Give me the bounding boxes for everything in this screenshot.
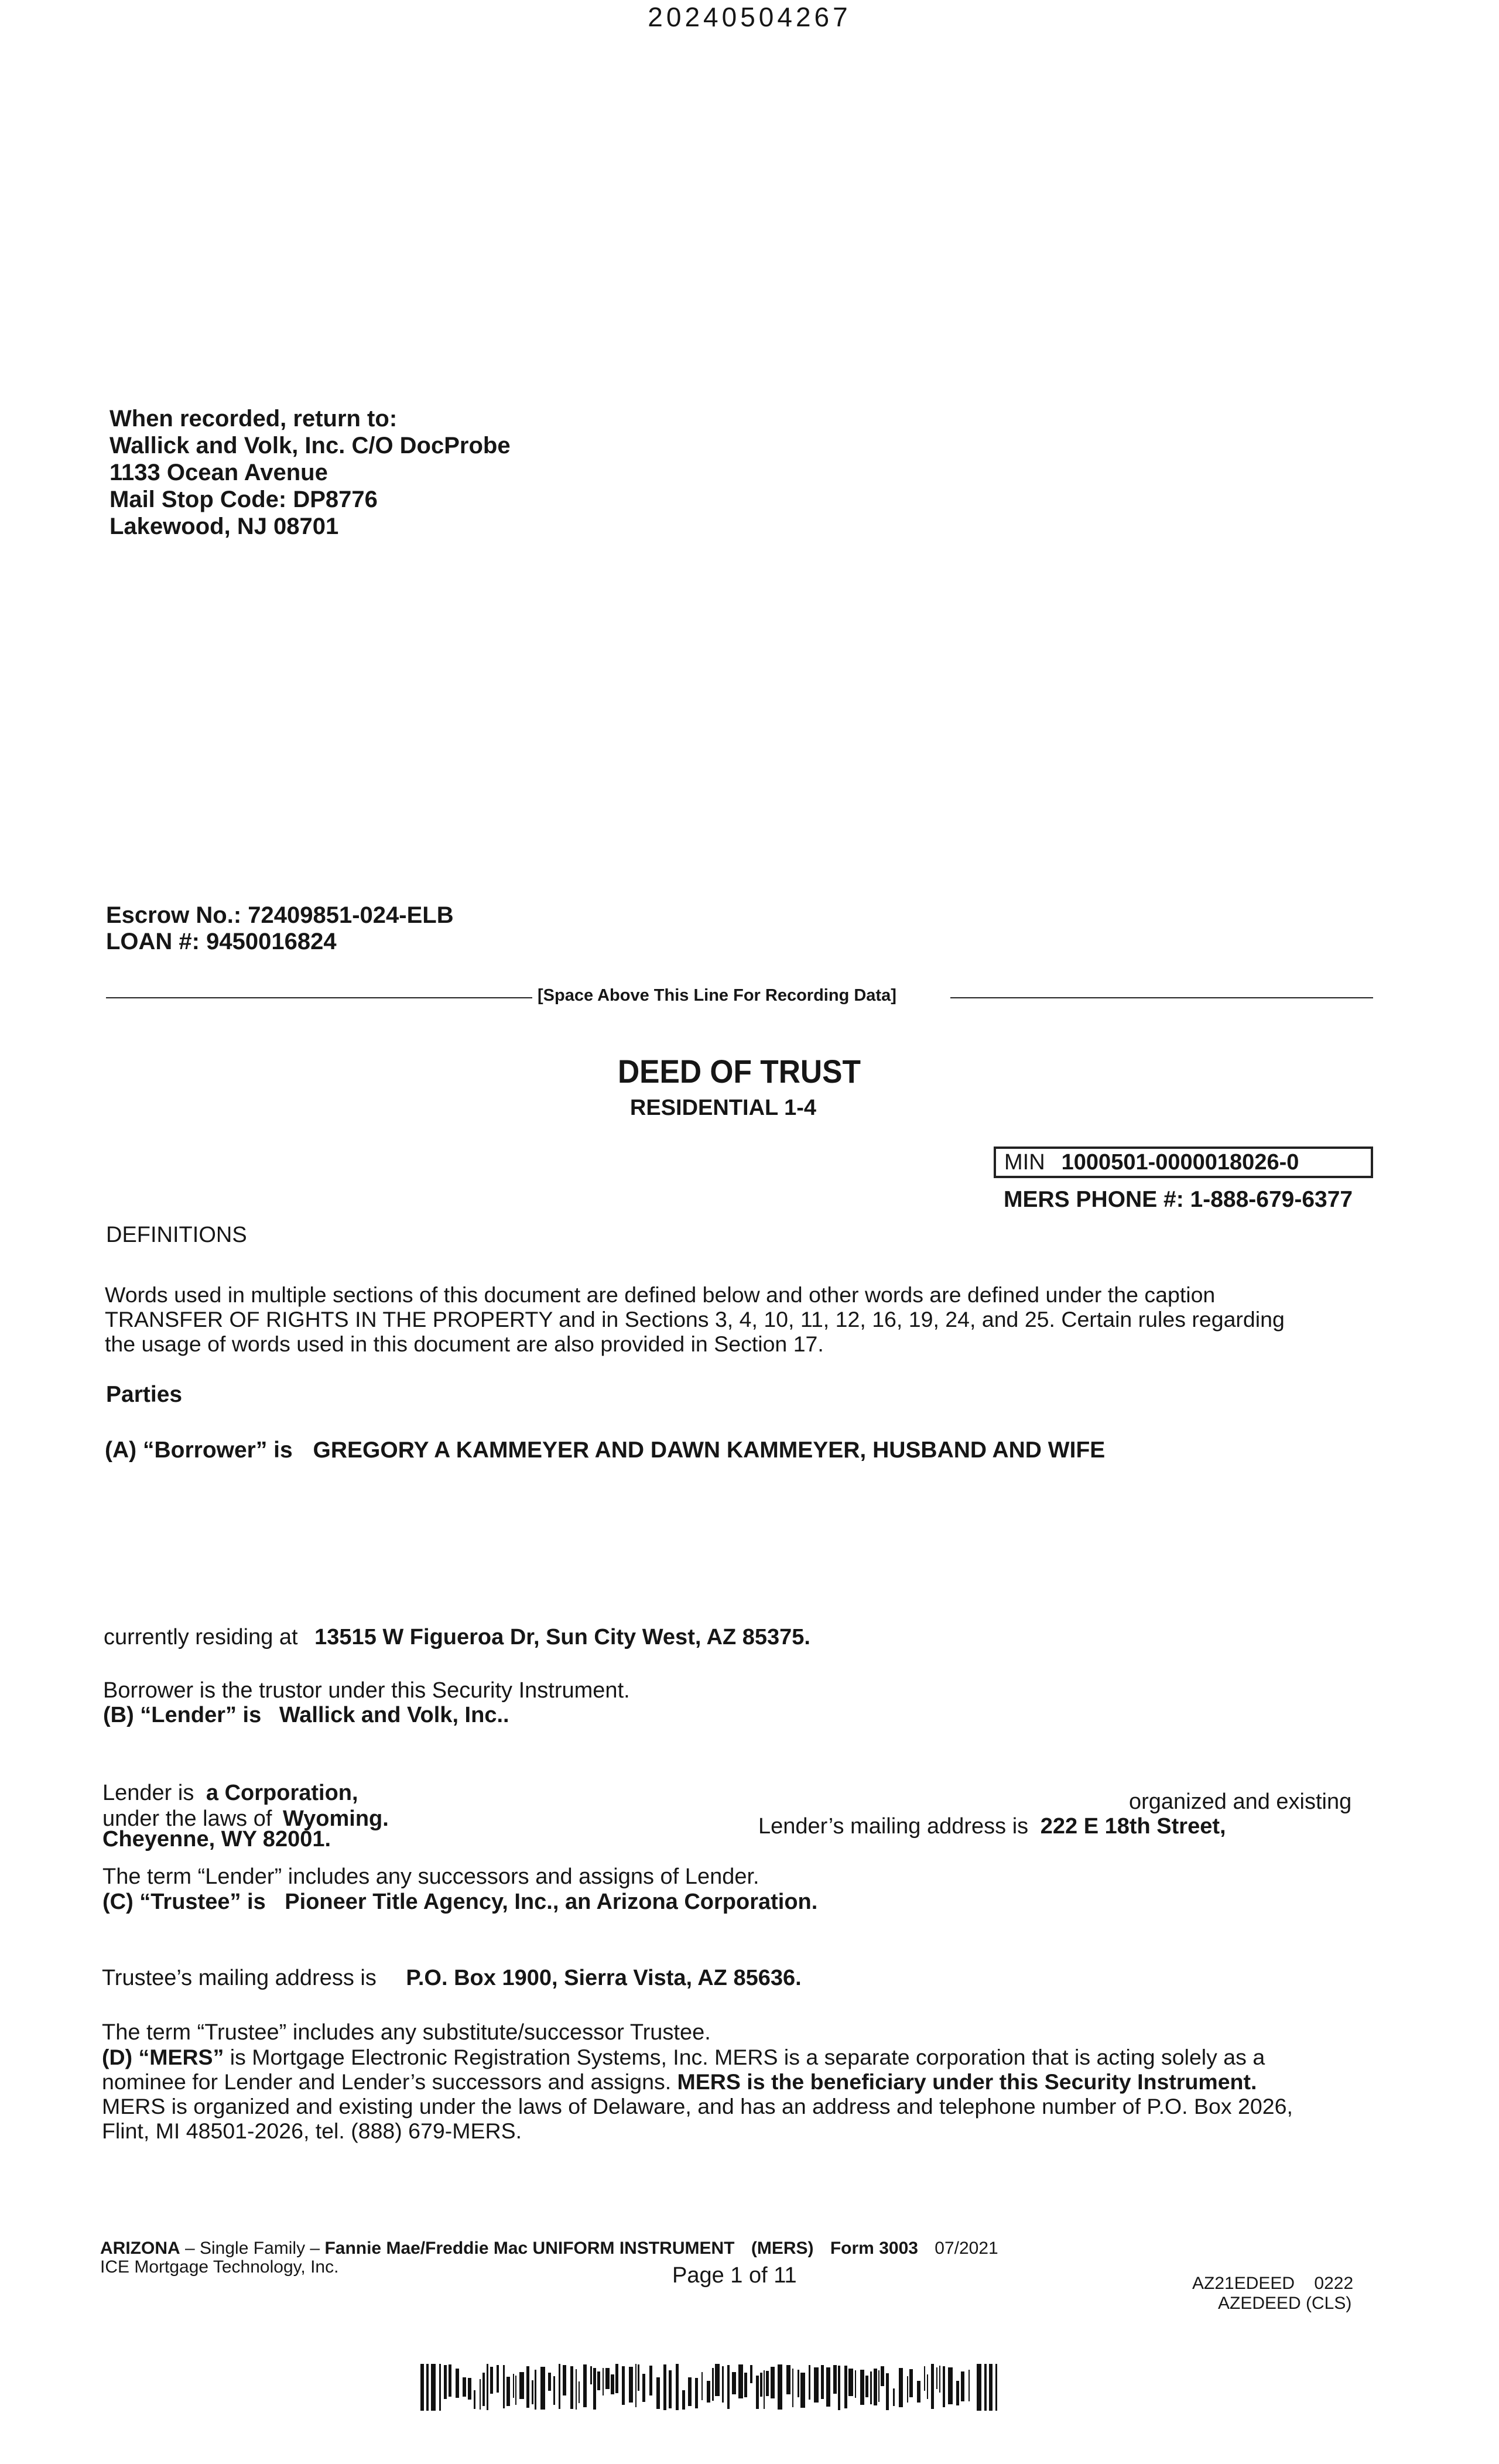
- barcode-bar: [449, 2364, 451, 2397]
- lender-line: [103, 1703, 509, 1728]
- barcode-bar: [570, 2366, 573, 2409]
- barcode-bar: [715, 2364, 720, 2396]
- barcode-bar: [750, 2365, 752, 2383]
- barcode-bar: [656, 2377, 660, 2409]
- barcode-bar: [786, 2365, 790, 2394]
- barcode-bar: [865, 2376, 868, 2397]
- lender-includes-text: The term “Lender” includes any successors and assigns of Lender.: [102, 1864, 759, 1889]
- lender-label: (B) “Lender” is: [103, 1703, 262, 1727]
- barcode-bar: [622, 2366, 625, 2405]
- barcode-bar: [968, 2370, 970, 2401]
- loan-number: LOAN #: 9450016824: [106, 929, 337, 954]
- barcode-bar: [722, 2366, 724, 2403]
- barcode-bar: [764, 2370, 765, 2409]
- barcode-bar: [712, 2368, 714, 2401]
- barcode-bar: [474, 2390, 475, 2409]
- mers-line-1-text: is Mortgage Electronic Registration Systems, Inc. MERS is a separate corporation that is acting solely as a: [224, 2045, 1265, 2069]
- lender-city-line: Cheyenne, WY 82001.: [102, 1827, 331, 1852]
- barcode-bar: [943, 2366, 945, 2407]
- barcode-bar: [629, 2367, 633, 2403]
- borrower-name: GREGORY A KAMMEYER AND DAWN KAMMEYER, HUSBAND AND WIFE: [313, 1438, 1106, 1463]
- barcode-bar: [701, 2372, 703, 2400]
- barcode-bar: [833, 2365, 837, 2394]
- intro-line-1: Words used in multiple sections of this document are defined below and other words are defined under the caption: [105, 1282, 1216, 1307]
- recording-divider-left: [106, 997, 532, 998]
- barcode-bar: [800, 2373, 805, 2408]
- barcode-bar: [638, 2364, 639, 2391]
- barcode-bar: [635, 2364, 636, 2407]
- footer-code-2: AZEDEED (CLS): [1218, 2294, 1352, 2313]
- barcode-bar: [553, 2376, 555, 2405]
- lender-entity-type: a Corporation,: [206, 1781, 358, 1805]
- barcode-bar: [682, 2390, 685, 2410]
- footer-uniform-instrument: Fannie Mae/Freddie Mac UNIFORM INSTRUMENT: [324, 2239, 735, 2258]
- footer-company: ICE Mortgage Technology, Inc.: [100, 2257, 339, 2277]
- barcode-bar: [482, 2373, 485, 2406]
- barcode-bar: [870, 2371, 872, 2404]
- barcode-bar: [526, 2366, 529, 2408]
- mers-line-2: [102, 2069, 1293, 2094]
- lender-mailing-value: 222 E 18th Street,: [1040, 1814, 1226, 1839]
- barcode-bar: [886, 2373, 889, 2410]
- barcode-bar: [490, 2367, 493, 2394]
- lender-is-label: Lender is: [102, 1781, 194, 1805]
- lender-laws-label: under the laws of: [102, 1806, 272, 1831]
- barcode-bar: [792, 2369, 793, 2407]
- barcode-bar: [615, 2364, 618, 2393]
- return-line-2: 1133 Ocean Avenue: [109, 460, 328, 485]
- mers-line-2-text: nominee for Lender and Lender’s successors and assigns.: [102, 2069, 677, 2094]
- barcode-bar: [848, 2369, 853, 2396]
- barcode-bar: [439, 2364, 441, 2411]
- borrower-residence-line: [104, 1625, 810, 1650]
- min-box: [994, 1147, 1373, 1178]
- barcode-bar: [977, 2364, 981, 2411]
- barcode-bar: [874, 2369, 877, 2405]
- barcode-bar: [821, 2365, 824, 2399]
- footer-mers-tag: (MERS): [751, 2239, 814, 2258]
- borrower-address: 13515 W Figueroa Dr, Sun City West, AZ 85375.: [314, 1625, 810, 1649]
- barcode-bar: [480, 2379, 481, 2410]
- page-subtitle: RESIDENTIAL 1-4: [629, 1096, 817, 1120]
- barcode-bar: [814, 2367, 819, 2403]
- barcode-bar: [503, 2365, 505, 2408]
- min-value: 1000501-0000018026-0: [1061, 1150, 1299, 1175]
- barcode-bar: [506, 2377, 510, 2406]
- borrower-trustor-text: Borrower is the trustor under this Security Instrument.: [103, 1678, 630, 1703]
- recording-data-label: [Space Above This Line For Recording Data]: [538, 986, 896, 1005]
- barcode-bar: [860, 2370, 864, 2405]
- intro-line-2: TRANSFER OF RIGHTS IN THE PROPERTY and in Sections 3, 4, 10, 11, 12, 16, 19, 24, and 25. Certain rules regarding: [105, 1307, 1285, 1332]
- recording-divider-right: [950, 997, 1373, 998]
- barcode-bar: [798, 2370, 799, 2397]
- mers-beneficiary-text: MERS is the beneficiary under this Security Instrument.: [677, 2069, 1257, 2094]
- definitions-intro: [105, 1282, 1285, 1356]
- trustee-mailing-line: [102, 1966, 802, 1991]
- return-heading: When recorded, return to:: [109, 406, 398, 432]
- barcode-bar: [540, 2367, 545, 2410]
- barcode-bar: [487, 2364, 488, 2410]
- barcode-bar: [738, 2364, 743, 2398]
- barcode-bar: [420, 2364, 424, 2411]
- mers-definition: [102, 2045, 1293, 2143]
- barcode-bar: [444, 2365, 447, 2399]
- barcode-bar: [649, 2366, 652, 2395]
- barcode-bar: [611, 2374, 614, 2394]
- trustee-mailing-value: P.O. Box 1900, Sierra Vista, AZ 85636.: [406, 1966, 802, 1990]
- barcode-bar: [931, 2364, 934, 2409]
- barcode-bar: [695, 2378, 698, 2408]
- borrower-label: (A) “Borrower” is: [105, 1438, 293, 1463]
- barcode-bar: [778, 2364, 782, 2410]
- barcode-bar: [826, 2367, 830, 2407]
- barcode-bar: [456, 2369, 459, 2398]
- barcode-bar: [663, 2364, 666, 2410]
- barcode-bar: [948, 2367, 953, 2404]
- return-line-1: Wallick and Volk, Inc. C/O DocProbe: [109, 433, 511, 458]
- barcode-bar: [468, 2378, 471, 2400]
- barcode-bar: [855, 2370, 856, 2398]
- barcode-bar: [603, 2368, 604, 2395]
- barcode-bar: [899, 2368, 903, 2407]
- barcode-bar: [519, 2372, 524, 2399]
- barcode-bar: [924, 2366, 925, 2391]
- barcode-bar: [583, 2364, 587, 2407]
- footer-code-1: AZ21EDEED 0222: [1192, 2274, 1354, 2293]
- footer-form-desc: – Single Family –: [180, 2239, 325, 2258]
- barcode-bar: [597, 2371, 600, 2390]
- footer-form-line: [100, 2239, 998, 2258]
- trustee-includes-text: The term “Trustee” includes any substitute/successor Trustee.: [102, 2020, 711, 2045]
- barcode-bar: [844, 2366, 847, 2408]
- return-address-block: [109, 405, 511, 540]
- barcode-bar: [961, 2371, 964, 2401]
- mers-line-1: [102, 2045, 1293, 2069]
- barcode-bar: [956, 2381, 959, 2405]
- trustee-mailing-label: Trustee’s mailing address is: [102, 1966, 377, 1990]
- barcode-bar: [563, 2365, 566, 2395]
- residing-label: currently residing at: [104, 1625, 298, 1649]
- lender-organized-text: organized and existing: [1129, 1789, 1352, 1814]
- barcode-bar: [744, 2373, 747, 2397]
- trustee-line: [102, 1890, 817, 1915]
- intro-line-3: the usage of words used in this document are also provided in Section 17.: [105, 1332, 824, 1356]
- mers-line-3: MERS is organized and existing under the laws of Delaware, and has an address and telephone number of P.O. Box 2026,: [102, 2094, 1293, 2119]
- footer-page-number: Page 1 of 11: [672, 2263, 797, 2288]
- escrow-number: Escrow No.: 72409851-024-ELB: [106, 902, 454, 928]
- barcode-bar: [984, 2364, 987, 2411]
- footer-form-date: 07/2021: [935, 2239, 998, 2258]
- barcode-bar: [893, 2388, 895, 2406]
- footer-state: ARIZONA: [100, 2239, 180, 2258]
- mers-label: (D) “MERS”: [102, 2045, 224, 2069]
- barcode-bar: [513, 2374, 514, 2398]
- barcode-bar: [676, 2364, 679, 2410]
- barcode-bar: [756, 2376, 759, 2409]
- barcode-bar: [936, 2367, 937, 2389]
- mers-phone: MERS PHONE #: 1-888-679-6377: [1004, 1187, 1353, 1212]
- barcode-bar: [878, 2370, 879, 2402]
- barcode-bar: [838, 2366, 840, 2410]
- lender-entity-line: [102, 1781, 358, 1806]
- barcode-bar: [559, 2364, 560, 2409]
- min-label: MIN: [1004, 1150, 1045, 1175]
- barcode-bar: [766, 2371, 769, 2396]
- barcode-bar: [995, 2364, 997, 2411]
- barcode-bar: [463, 2377, 466, 2397]
- barcode-bar: [927, 2374, 928, 2399]
- page-title: DEED OF TRUST: [617, 1053, 861, 1090]
- lender-name: Wallick and Volk, Inc..: [279, 1703, 509, 1727]
- barcode-bar: [515, 2376, 516, 2405]
- parties-heading: Parties: [106, 1382, 183, 1407]
- barcode-bar: [548, 2373, 551, 2391]
- escrow-block: [106, 902, 454, 955]
- footer-form-number: Form 3003: [830, 2239, 918, 2258]
- return-line-4: Lakewood, NJ 08701: [109, 514, 339, 539]
- barcode-image: [420, 2364, 1006, 2411]
- barcode-bar: [917, 2381, 920, 2403]
- barcode-bar: [576, 2369, 577, 2410]
- barcode-bar: [939, 2366, 940, 2393]
- barcode-bar: [590, 2366, 592, 2384]
- barcode-bar: [426, 2364, 429, 2411]
- barcode-bar: [809, 2365, 810, 2400]
- barcode-bar: [760, 2373, 762, 2397]
- barcode-bar: [532, 2380, 533, 2404]
- lender-laws-value: Wyoming.: [282, 1806, 389, 1831]
- barcode-bar: [593, 2368, 596, 2410]
- lender-mailing-line: [758, 1814, 1226, 1839]
- barcode-bar: [605, 2368, 610, 2389]
- barcode-bar: [688, 2377, 692, 2406]
- barcode-bar: [497, 2365, 499, 2393]
- return-line-3: Mail Stop Code: DP8776: [109, 487, 378, 512]
- barcode-bar: [669, 2370, 672, 2408]
- barcode-bar: [727, 2365, 730, 2409]
- barcode-bar: [881, 2366, 884, 2386]
- definitions-heading: DEFINITIONS: [106, 1223, 247, 1247]
- barcode-bar: [989, 2364, 993, 2411]
- barcode-bar: [579, 2381, 580, 2403]
- trustee-label: (C) “Trustee” is: [102, 1890, 266, 1914]
- barcode-bar: [771, 2367, 775, 2398]
- barcode-bar: [431, 2364, 436, 2411]
- barcode-bar: [907, 2376, 908, 2403]
- document-number: 20240504267: [648, 2, 851, 32]
- trustee-name: Pioneer Title Agency, Inc., an Arizona Corporation.: [285, 1890, 818, 1914]
- barcode-bar: [707, 2381, 710, 2403]
- lender-mailing-label: Lender’s mailing address is: [758, 1814, 1029, 1839]
- barcode-bar: [909, 2369, 913, 2397]
- barcode-bar: [642, 2374, 645, 2402]
- borrower-line: [105, 1438, 1105, 1463]
- mers-line-4: Flint, MI 48501-2026, tel. (888) 679-MERS.: [102, 2119, 522, 2143]
- barcode-bar: [535, 2370, 536, 2410]
- barcode-bar: [732, 2372, 736, 2394]
